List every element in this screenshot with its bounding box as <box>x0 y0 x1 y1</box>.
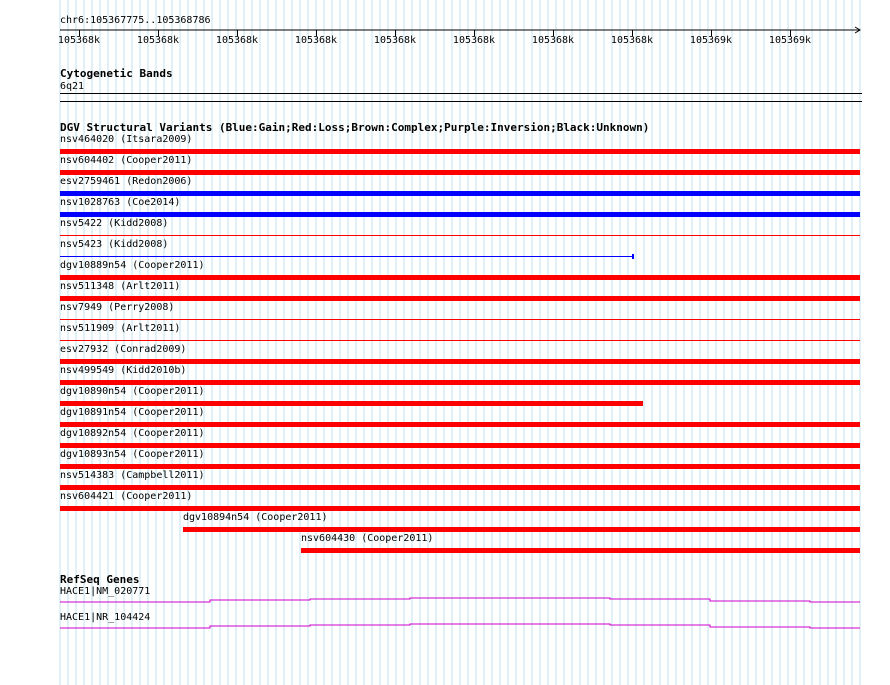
variant-label[interactable]: nsv604421 (Cooper2011) <box>60 491 193 502</box>
variant-label[interactable]: nsv7949 (Perry2008) <box>60 302 175 313</box>
variant-label[interactable]: esv27932 (Conrad2009) <box>60 344 187 355</box>
variant-label[interactable]: nsv1028763 (Coe2014) <box>60 197 181 208</box>
variant-label[interactable]: dgv10892n54 (Cooper2011) <box>60 428 205 439</box>
ruler-tick-label: 105368k <box>452 35 496 46</box>
variant-bar[interactable] <box>60 506 860 511</box>
gene-label[interactable]: HACE1|NM_020771 <box>60 586 151 597</box>
gene-label[interactable]: HACE1|NR_104424 <box>60 612 151 623</box>
locus-label: chr6:105367775..105368786 <box>60 15 211 26</box>
ruler-tick-label: 105368k <box>610 35 654 46</box>
variant-bar[interactable] <box>60 235 860 236</box>
ruler-tick-label: 105368k <box>136 35 180 46</box>
variant-label[interactable]: nsv5423 (Kidd2008) <box>60 239 169 250</box>
ruler-tick-label: 105368k <box>373 35 417 46</box>
variant-label[interactable]: nsv604430 (Cooper2011) <box>301 533 434 544</box>
variant-label[interactable]: nsv604402 (Cooper2011) <box>60 155 193 166</box>
variant-label[interactable]: dgv10891n54 (Cooper2011) <box>60 407 205 418</box>
ruler-tick-label: 105368k <box>57 35 101 46</box>
variant-label[interactable]: dgv10894n54 (Cooper2011) <box>183 512 328 523</box>
variant-label[interactable]: dgv10889n54 (Cooper2011) <box>60 260 205 271</box>
variant-label[interactable]: nsv514383 (Campbell2011) <box>60 470 205 481</box>
refseq-track-title[interactable]: RefSeq Genes <box>60 573 140 586</box>
variant-bar[interactable] <box>60 359 860 364</box>
ruler-tick-label: 105368k <box>294 35 338 46</box>
variant-label[interactable]: nsv511909 (Arlt2011) <box>60 323 181 334</box>
cytoband-bottom-line[interactable] <box>60 101 862 102</box>
variant-bar[interactable] <box>60 149 860 154</box>
cytoband-track-title[interactable]: Cytogenetic Bands <box>60 67 173 80</box>
variant-bar[interactable] <box>60 401 643 406</box>
variant-bar[interactable] <box>60 319 860 320</box>
variant-label[interactable]: nsv499549 (Kidd2010b) <box>60 365 187 376</box>
ruler-axis[interactable] <box>0 0 890 40</box>
variant-label[interactable]: esv2759461 (Redon2006) <box>60 176 193 187</box>
variant-bar[interactable] <box>60 443 860 448</box>
variant-bar[interactable] <box>60 170 860 175</box>
variant-bar[interactable] <box>60 212 860 217</box>
variant-bar[interactable] <box>60 464 860 469</box>
variant-bar[interactable] <box>60 296 860 301</box>
variant-label[interactable]: nsv5422 (Kidd2008) <box>60 218 169 229</box>
variant-label[interactable]: dgv10890n54 (Cooper2011) <box>60 386 205 397</box>
gene-model-nr-104424[interactable] <box>0 622 890 634</box>
variant-label[interactable]: dgv10893n54 (Cooper2011) <box>60 449 205 460</box>
ruler-tick-label: 105369k <box>689 35 733 46</box>
variant-label[interactable]: nsv464020 (Itsara2009) <box>60 134 193 145</box>
cytoband-label: 6q21 <box>60 81 85 92</box>
cytoband-top-line[interactable] <box>60 93 862 94</box>
variant-bar[interactable] <box>60 191 860 196</box>
ruler-tick-label: 105369k <box>768 35 812 46</box>
variant-end-marker <box>632 254 634 259</box>
gene-model-nm-020771[interactable] <box>0 596 890 608</box>
dgv-track-title[interactable]: DGV Structural Variants (Blue:Gain;Red:Loss;Brown:Complex;Purple:Inversion;Black:Unknown) <box>60 121 650 134</box>
variant-bar[interactable] <box>183 527 860 532</box>
variant-bar[interactable] <box>60 380 860 385</box>
variant-bar[interactable] <box>60 485 860 490</box>
variant-bar[interactable] <box>60 422 860 427</box>
variant-bar[interactable] <box>301 548 860 553</box>
variant-label[interactable]: nsv511348 (Arlt2011) <box>60 281 181 292</box>
variant-bar[interactable] <box>60 256 632 257</box>
variant-bar[interactable] <box>60 275 860 280</box>
ruler-tick-label: 105368k <box>215 35 259 46</box>
ruler-tick-label: 105368k <box>531 35 575 46</box>
variant-bar[interactable] <box>60 340 860 341</box>
